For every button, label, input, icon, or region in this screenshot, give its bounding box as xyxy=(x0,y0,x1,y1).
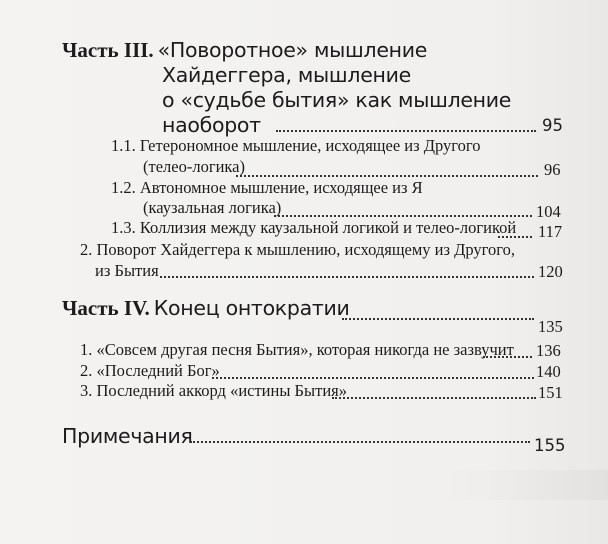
part3-title-line-1: «Поворотное» мышление xyxy=(157,38,428,62)
part4-label: Часть IV. xyxy=(62,296,150,320)
notes-page-number: 155 xyxy=(534,436,566,455)
part4-heading xyxy=(62,296,350,321)
section-1-3: 1.3. Коллизия между каузальной логикой и телео-логикой xyxy=(111,218,517,237)
section-2-page-number: 120 xyxy=(538,262,563,281)
section-1-3-page-number: 117 xyxy=(538,222,563,241)
section-1-2-leader-dots xyxy=(274,215,532,217)
page-shadow xyxy=(430,470,608,500)
section-1-2-line-2: (каузальная логика) xyxy=(143,198,282,217)
part4-item-2: 2. «Последний Бог» xyxy=(80,361,220,380)
part4-item-1: 1. «Совсем другая песня Бытия», которая никогда не зазвучит xyxy=(80,340,514,359)
section-1-2-page-number: 104 xyxy=(536,202,561,221)
part4-title: Конец онтократии xyxy=(153,296,350,320)
section-1-2-line-1: 1.2. Автономное мышление, исходящее из Я xyxy=(111,178,423,197)
part4-item-2-page-number: 140 xyxy=(536,362,561,381)
part4-item-2-leader-dots xyxy=(212,377,534,379)
part4-leader-dots xyxy=(342,318,534,320)
section-1-1-page-number: 96 xyxy=(544,160,561,179)
section-1-1-leader-dots xyxy=(236,175,538,177)
part4-item-3-leader-dots xyxy=(332,397,536,399)
part4-page-number: 135 xyxy=(538,317,563,336)
section-1-3-leader-dots xyxy=(498,236,532,238)
part3-title-line-3: о «судьбе бытия» как мышление xyxy=(162,88,512,112)
part3-label: Часть III. xyxy=(62,38,154,62)
part3-heading xyxy=(62,38,427,63)
section-2-leader-dots xyxy=(160,276,534,278)
notes-heading: Примечания xyxy=(62,424,193,448)
part4-item-3-page-number: 151 xyxy=(538,383,563,402)
notes-leader-dots xyxy=(190,441,530,443)
part4-item-1-leader-dots xyxy=(483,356,532,358)
part3-page-number: 95 xyxy=(542,116,563,135)
section-2-line-2: из Бытия xyxy=(95,261,159,280)
section-1-1-line-1: 1.1. Гетерономное мышление, исходящее из Другого xyxy=(111,136,481,155)
part3-title-line-4: наоборот xyxy=(162,113,261,137)
part4-item-1-page-number: 136 xyxy=(536,341,561,360)
section-1-1-line-2: (телео-логика) xyxy=(143,157,245,176)
part3-leader-dots xyxy=(276,130,536,132)
section-2-line-1: 2. Поворот Хайдеггера к мышлению, исходящему из Другого, xyxy=(80,240,516,259)
part4-item-3: 3. Последний аккорд «истины Бытия» xyxy=(80,381,347,400)
part3-title-line-2: Хайдеггера, мышление xyxy=(162,63,411,87)
